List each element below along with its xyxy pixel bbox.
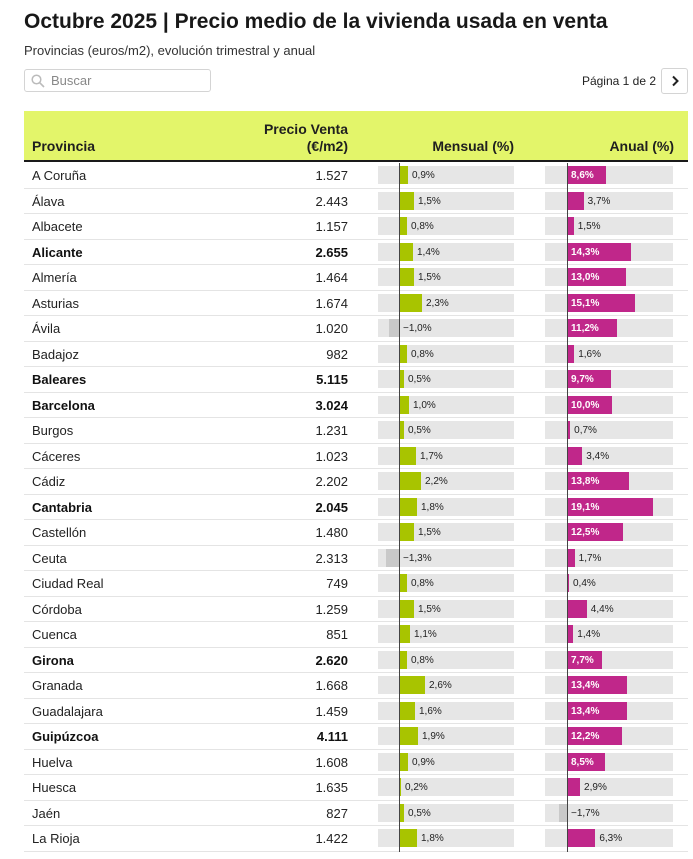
cell-precio: 1.459 [315, 703, 348, 719]
cell-provincia: Ciudad Real [32, 576, 104, 591]
cell-precio: 2.202 [315, 474, 348, 489]
cell-precio: 851 [326, 627, 348, 642]
anual-bar [559, 804, 567, 822]
anual-value-label: 3,4% [586, 450, 610, 462]
mensual-zero-line [399, 520, 400, 546]
mensual-value-label: 1,5% [418, 527, 441, 538]
mensual-zero-line [399, 571, 400, 597]
table-row [24, 342, 688, 368]
mensual-bar [399, 574, 407, 592]
anual-value-label: 3,7% [587, 195, 611, 207]
mensual-bar [399, 345, 407, 363]
mensual-value-label: 1,9% [422, 731, 445, 742]
anual-zero-line [567, 163, 568, 189]
mensual-zero-line [399, 724, 400, 750]
mensual-zero-line [399, 444, 400, 470]
cell-provincia: Burgos [32, 423, 74, 438]
cell-provincia: La Rioja [32, 831, 80, 846]
anual-value-label: 8,6% [571, 170, 594, 181]
mensual-value-label: 2,3% [426, 297, 449, 309]
cell-precio: 827 [326, 805, 348, 821]
anual-zero-line [567, 189, 568, 215]
mensual-bar [399, 600, 414, 618]
anual-zero-line [567, 699, 568, 725]
cell-provincia: Almería [32, 270, 77, 285]
anual-value-label: 1,4% [577, 629, 601, 640]
anual-value-label: 19,1% [571, 501, 600, 513]
mensual-value-label: 0,8% [411, 578, 434, 589]
table-row [24, 724, 688, 750]
cell-provincia: Huesca [32, 780, 77, 795]
next-page-button[interactable] [661, 68, 688, 94]
mensual-bar [399, 829, 417, 847]
mensual-value-label: −1,0% [403, 323, 432, 334]
cell-precio: 1.674 [315, 295, 348, 311]
anual-value-label: 7,7% [571, 654, 594, 666]
column-header-precio-line1: Precio Venta [263, 121, 348, 137]
anual-zero-line [567, 622, 568, 648]
cell-precio: 1.464 [315, 270, 348, 285]
mensual-zero-line [399, 469, 400, 495]
mensual-zero-line [399, 699, 400, 725]
cell-precio: 1.527 [315, 168, 348, 183]
anual-bar-track [545, 217, 673, 235]
mensual-bar [399, 676, 425, 694]
anual-zero-line [567, 291, 568, 317]
anual-bar-track [545, 651, 673, 669]
mensual-zero-line [399, 597, 400, 623]
mensual-zero-line [399, 393, 400, 419]
table-row [24, 214, 688, 240]
mensual-zero-line [399, 240, 400, 266]
anual-zero-line [567, 775, 568, 801]
cell-provincia: Albacete [32, 219, 83, 234]
cell-provincia: Ceuta [32, 550, 67, 566]
table-row [24, 520, 688, 546]
mensual-zero-line [399, 673, 400, 699]
table-row [24, 775, 688, 801]
column-header-precio-line2: (€/m2) [306, 138, 348, 154]
table-row [24, 495, 688, 521]
table-row [24, 673, 688, 699]
table-row [24, 597, 688, 623]
anual-zero-line [567, 265, 568, 291]
mensual-value-label: 1,5% [418, 272, 441, 283]
table-row [24, 801, 688, 827]
pagination-label: Página 1 de 2 [581, 74, 656, 88]
anual-bar [567, 829, 595, 847]
cell-provincia: Badajoz [32, 346, 79, 362]
cell-provincia: Girona [32, 652, 74, 668]
anual-value-label: 13,4% [571, 705, 600, 717]
mensual-zero-line [399, 163, 400, 189]
mensual-zero-line [399, 342, 400, 368]
anual-zero-line [567, 673, 568, 699]
anual-zero-line [567, 724, 568, 750]
cell-precio: 1.020 [315, 321, 348, 336]
cell-provincia: Cantabria [32, 499, 92, 515]
anual-zero-line [567, 444, 568, 470]
table-row [24, 469, 688, 495]
table-row [24, 291, 688, 317]
cell-precio: 982 [326, 346, 348, 362]
mensual-bar [399, 447, 416, 465]
table-row [24, 418, 688, 444]
mensual-value-label: 1,5% [418, 603, 441, 615]
mensual-bar [399, 268, 414, 286]
table-header [24, 111, 688, 162]
anual-zero-line [567, 214, 568, 240]
anual-bar [567, 217, 574, 235]
mensual-value-label: 0,9% [412, 756, 435, 768]
mensual-value-label: 0,8% [411, 348, 434, 360]
anual-value-label: 4,4% [590, 603, 614, 615]
column-header-anual[interactable]: Anual (%) [609, 138, 674, 154]
cell-provincia: Cádiz [32, 474, 66, 489]
anual-zero-line [567, 393, 568, 419]
mensual-zero-line [399, 826, 400, 852]
anual-zero-line [567, 342, 568, 368]
table-row [24, 571, 688, 597]
mensual-zero-line [399, 189, 400, 215]
page-subtitle: Provincias (euros/m2), evolución trimestral y anual [24, 43, 316, 58]
anual-value-label: 13,0% [571, 272, 600, 283]
mensual-bar [399, 217, 407, 235]
mensual-zero-line [399, 801, 400, 827]
cell-precio: 1.668 [315, 678, 348, 693]
mensual-bar [386, 549, 399, 567]
cell-precio: 2.620 [315, 652, 348, 668]
cell-provincia: Asturias [32, 295, 79, 311]
anual-value-label: 11,2% [571, 323, 599, 334]
page-title: Octubre 2025 | Precio medio de la vivienda usada en venta [24, 10, 608, 33]
cell-precio: 2.655 [315, 244, 348, 260]
anual-value-label: 14,3% [571, 246, 600, 258]
anual-value-label: 13,8% [571, 476, 600, 487]
table-body [24, 163, 688, 852]
mensual-value-label: 1,0% [413, 399, 436, 411]
cell-precio: 1.231 [315, 423, 348, 438]
mensual-value-label: 1,5% [418, 195, 441, 207]
mensual-value-label: 0,9% [412, 170, 435, 181]
anual-value-label: 2,9% [584, 782, 607, 793]
mensual-bar [399, 651, 407, 669]
cell-precio: 2.313 [315, 550, 348, 566]
cell-precio: 1.422 [315, 831, 348, 846]
mensual-zero-line [399, 265, 400, 291]
cell-provincia: Ávila [32, 321, 61, 336]
anual-zero-line [567, 648, 568, 674]
mensual-zero-line [399, 775, 400, 801]
mensual-bar [399, 523, 414, 541]
cell-provincia: Guipúzcoa [32, 729, 99, 744]
table-row [24, 750, 688, 776]
cell-precio: 2.443 [315, 193, 348, 209]
table-row [24, 367, 688, 393]
mensual-bar [399, 727, 418, 745]
cell-provincia: Huelva [32, 754, 73, 770]
cell-provincia: Álava [32, 193, 65, 209]
cell-provincia: Cáceres [32, 448, 81, 464]
mensual-value-label: 0,5% [408, 425, 431, 436]
search-box[interactable] [24, 69, 211, 92]
mensual-bar [389, 319, 399, 337]
cell-precio: 1.023 [315, 448, 348, 464]
anual-zero-line [567, 826, 568, 852]
cell-provincia: Alicante [32, 244, 83, 260]
table-row [24, 265, 688, 291]
anual-bar-track [545, 625, 673, 643]
anual-bar-track [545, 753, 673, 771]
anual-bar [567, 549, 575, 567]
anual-value-label: 6,3% [599, 833, 623, 844]
table-row [24, 622, 688, 648]
mensual-bar [399, 294, 422, 312]
column-header-mensual[interactable]: Mensual (%) [432, 138, 514, 154]
cell-precio: 1.259 [315, 601, 348, 617]
anual-zero-line [567, 520, 568, 546]
mensual-zero-line [399, 418, 400, 444]
mensual-bar [399, 243, 413, 261]
mensual-zero-line [399, 214, 400, 240]
anual-value-label: 10,0% [571, 399, 600, 411]
chevron-right-icon [670, 75, 680, 87]
anual-zero-line [567, 469, 568, 495]
mensual-value-label: 0,5% [408, 374, 431, 385]
anual-bar-track [545, 345, 673, 363]
cell-precio: 749 [326, 576, 348, 591]
table-row [24, 444, 688, 470]
anual-bar [567, 447, 582, 465]
mensual-bar [399, 192, 414, 210]
mensual-value-label: 2,2% [425, 476, 448, 487]
anual-zero-line [567, 801, 568, 827]
anual-value-label: −1,7% [571, 807, 600, 819]
anual-bar [567, 778, 580, 796]
mensual-zero-line [399, 750, 400, 776]
anual-value-label: 9,7% [571, 374, 594, 385]
anual-zero-line [567, 316, 568, 342]
table-row [24, 393, 688, 419]
mensual-bar [399, 498, 417, 516]
column-header-precio[interactable] [264, 121, 348, 155]
anual-zero-line [567, 546, 568, 572]
cell-provincia: Granada [32, 678, 83, 693]
table-row [24, 240, 688, 266]
cell-precio: 2.045 [315, 499, 348, 515]
anual-bar [567, 345, 574, 363]
anual-value-label: 0,4% [573, 578, 596, 589]
cell-provincia: Córdoba [32, 601, 82, 617]
cell-precio: 1.480 [315, 525, 348, 540]
search-input[interactable] [51, 72, 206, 89]
mensual-value-label: 0,2% [405, 782, 428, 793]
anual-zero-line [567, 367, 568, 393]
cell-provincia: Castellón [32, 525, 87, 540]
anual-value-label: 1,7% [578, 552, 602, 564]
anual-bar-track [545, 778, 673, 796]
mensual-bar [399, 166, 408, 184]
anual-zero-line [567, 495, 568, 521]
mensual-value-label: −1,3% [403, 552, 432, 564]
mensual-bar [399, 625, 410, 643]
anual-value-label: 13,4% [571, 680, 600, 691]
anual-zero-line [567, 418, 568, 444]
cell-precio: 1.635 [315, 780, 348, 795]
anual-value-label: 1,6% [578, 348, 601, 360]
mensual-value-label: 0,8% [411, 221, 434, 232]
anual-zero-line [567, 597, 568, 623]
mensual-zero-line [399, 316, 400, 342]
cell-precio: 3.024 [315, 397, 348, 413]
table-row [24, 826, 688, 852]
mensual-value-label: 0,8% [411, 654, 434, 666]
cell-provincia: Cuenca [32, 627, 77, 642]
anual-bar [567, 600, 587, 618]
anual-bar-track [545, 574, 673, 592]
cell-provincia: Barcelona [32, 397, 95, 413]
anual-zero-line [567, 750, 568, 776]
mensual-zero-line [399, 291, 400, 317]
anual-bar-track [545, 421, 673, 439]
mensual-value-label: 1,6% [419, 705, 442, 717]
anual-value-label: 12,2% [571, 731, 600, 742]
cell-precio: 1.608 [315, 754, 348, 770]
table-row [24, 163, 688, 189]
mensual-value-label: 2,6% [429, 680, 452, 691]
mensual-bar [399, 472, 421, 490]
table-row [24, 546, 688, 572]
anual-value-label: 12,5% [571, 527, 600, 538]
mensual-zero-line [399, 622, 400, 648]
anual-value-label: 1,5% [577, 221, 601, 232]
mensual-value-label: 1,4% [417, 246, 440, 258]
cell-provincia: Baleares [32, 372, 87, 387]
mensual-value-label: 0,5% [408, 807, 431, 819]
cell-provincia: Jaén [32, 805, 61, 821]
anual-value-label: 0,7% [574, 425, 597, 436]
cell-precio: 5.115 [316, 372, 348, 387]
table-row [24, 189, 688, 215]
anual-bar [567, 192, 584, 210]
mensual-value-label: 1,8% [421, 501, 444, 513]
mensual-bar [399, 753, 408, 771]
anual-zero-line [567, 240, 568, 266]
table-row [24, 316, 688, 342]
mensual-value-label: 1,7% [420, 450, 443, 462]
column-header-provincia[interactable]: Provincia [32, 138, 96, 154]
anual-zero-line [567, 571, 568, 597]
mensual-zero-line [399, 367, 400, 393]
cell-precio: 4.111 [316, 729, 348, 744]
mensual-bar [399, 396, 409, 414]
search-icon [31, 74, 45, 88]
table-row [24, 648, 688, 674]
mensual-zero-line [399, 546, 400, 572]
mensual-zero-line [399, 495, 400, 521]
cell-precio: 1.157 [315, 219, 348, 234]
anual-bar-track [545, 549, 673, 567]
anual-bar-track [545, 166, 673, 184]
cell-provincia: A Coruña [32, 168, 87, 183]
cell-provincia: Guadalajara [32, 703, 103, 719]
mensual-bar [399, 702, 415, 720]
mensual-value-label: 1,1% [414, 629, 437, 640]
mensual-zero-line [399, 648, 400, 674]
anual-value-label: 15,1% [571, 297, 600, 309]
anual-value-label: 8,5% [571, 756, 594, 768]
table-row [24, 699, 688, 725]
mensual-value-label: 1,8% [421, 833, 444, 844]
